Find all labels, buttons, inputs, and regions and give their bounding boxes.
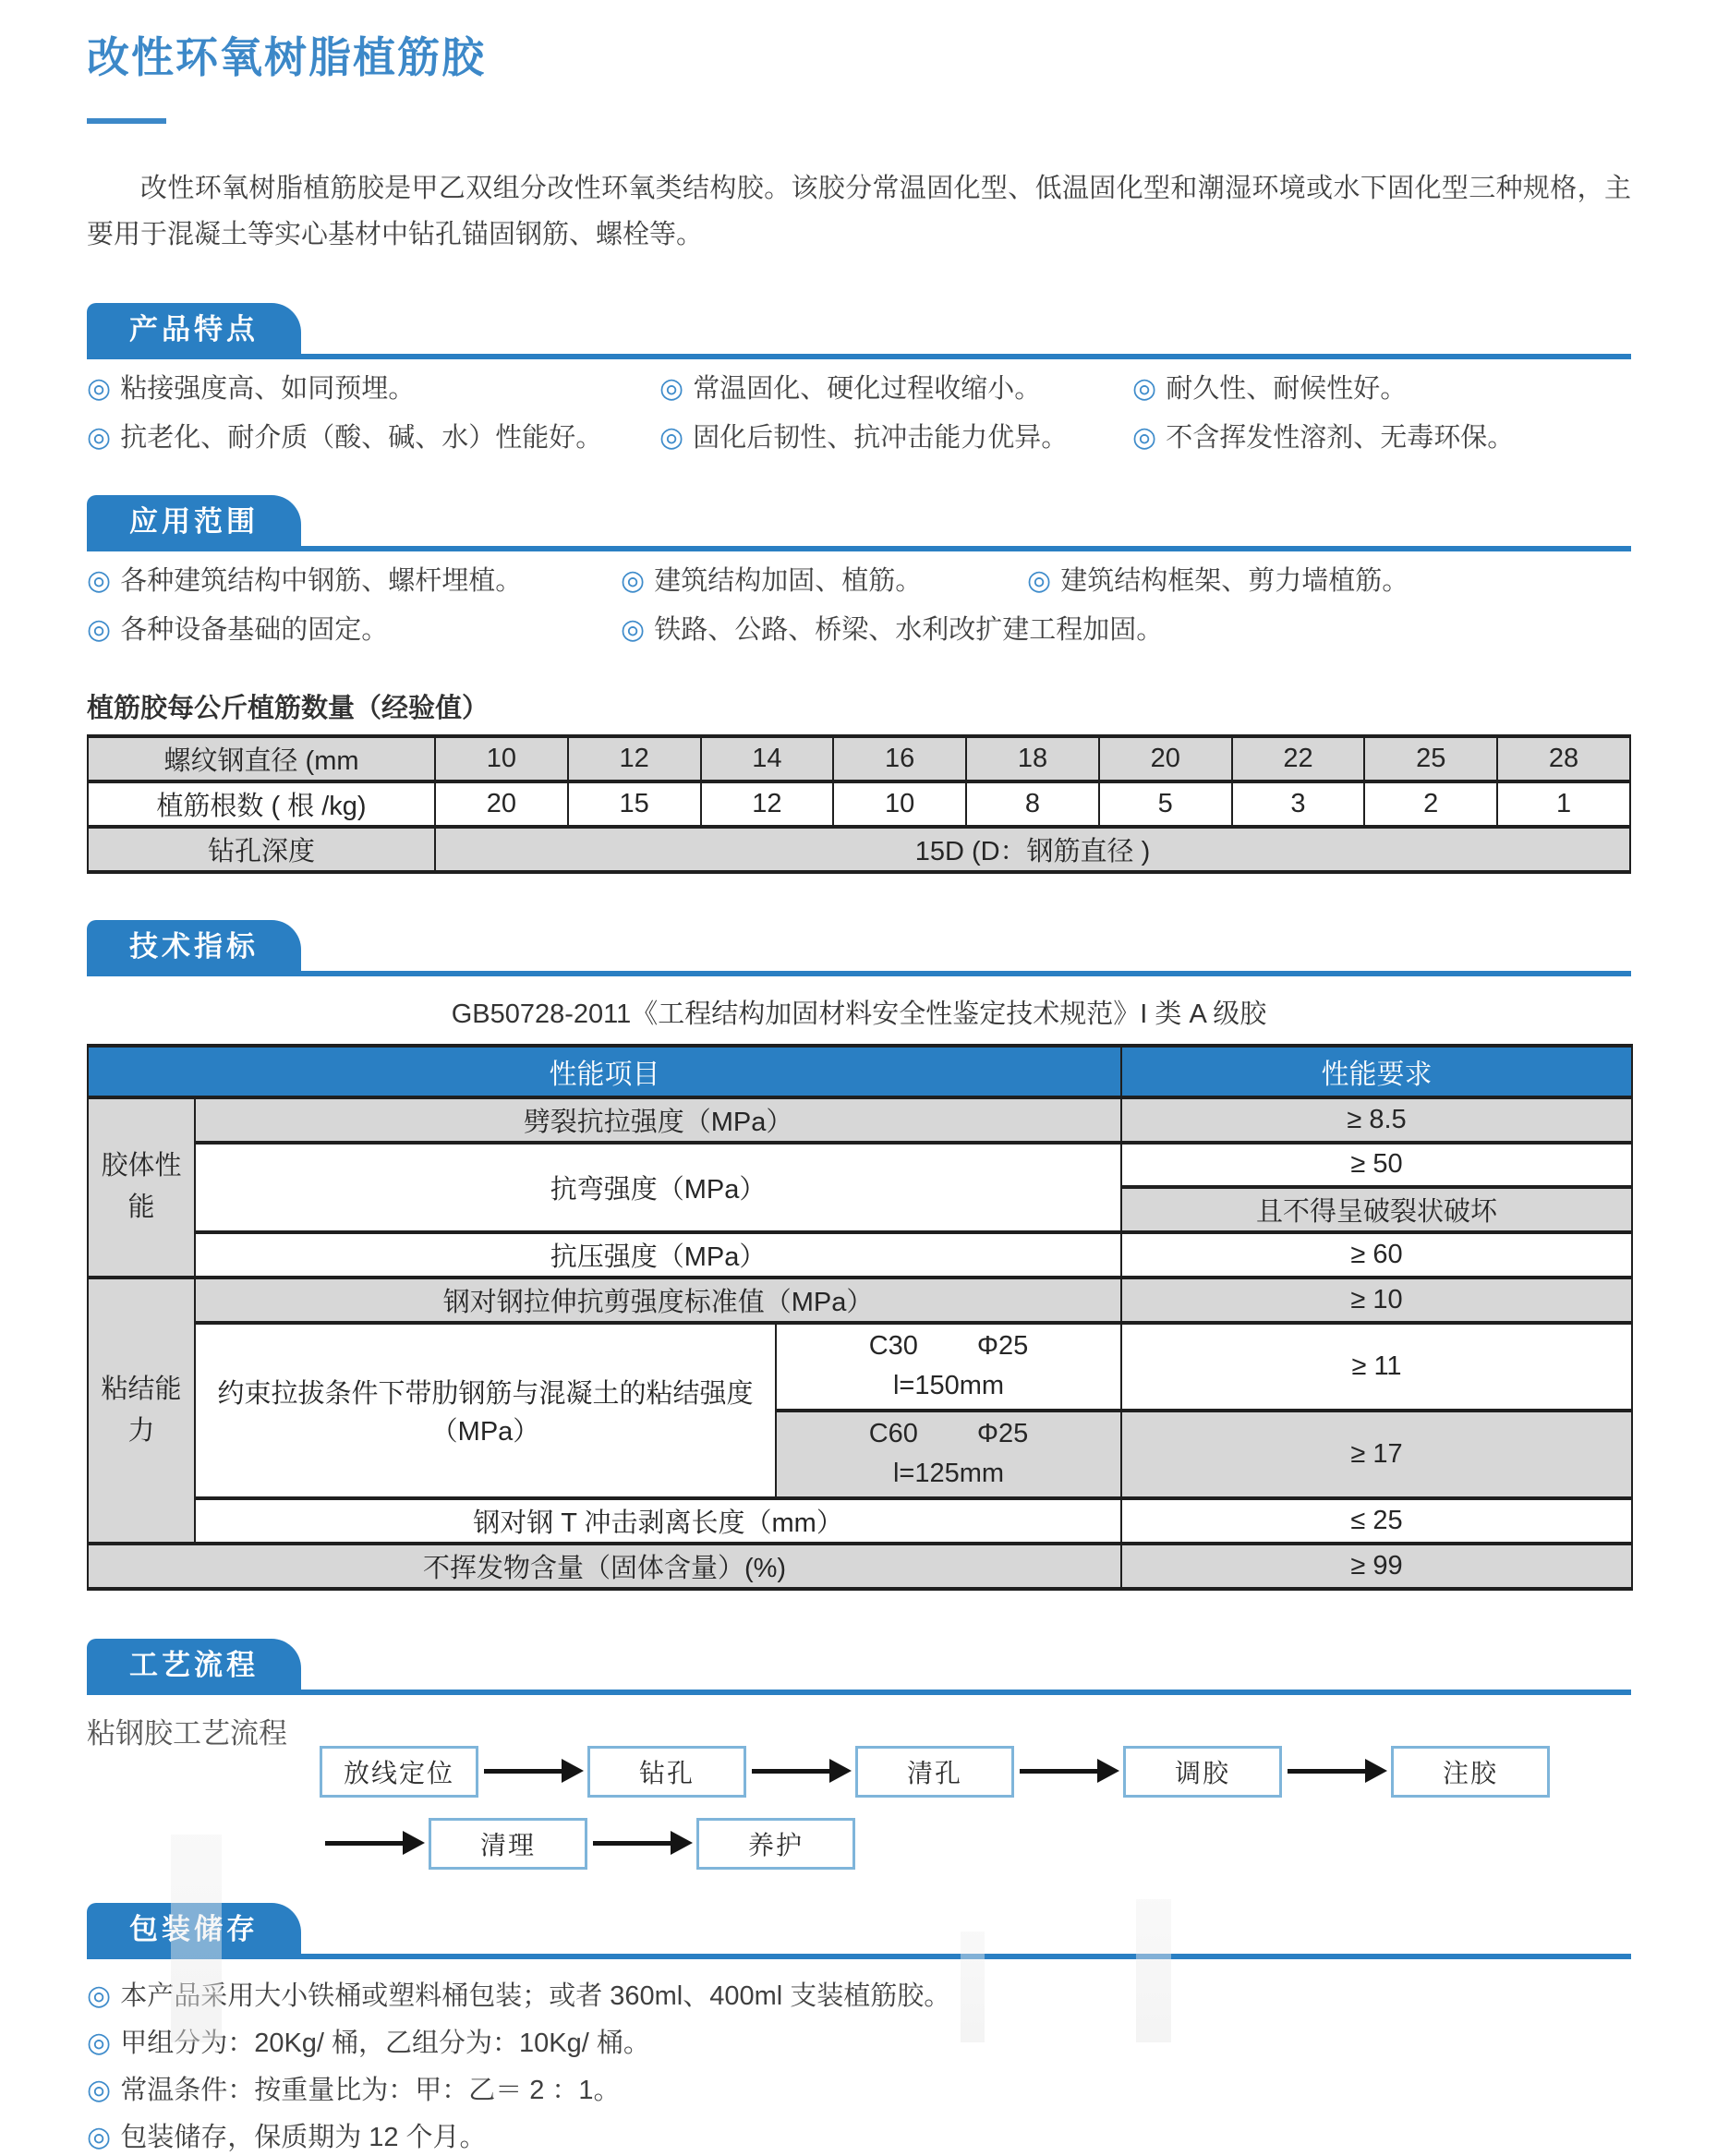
section-header-applications <box>87 493 1631 551</box>
tech-specs-table <box>87 1044 1633 1591</box>
requirement-cell: ≥ 10 <box>1121 1278 1632 1323</box>
column-header: 性能项目 <box>88 1046 1121 1097</box>
intro-paragraph: 改性环氧树脂植筋胶是甲乙双组分改性环氧类结构胶。该胶分常温固化型、低温固化型和潮湿环境或水下固化型三种规格，主要用于混凝土等实心基材中钻孔锚固钢筋、螺栓等。 <box>87 174 1631 249</box>
table-cell: 8 <box>966 781 1099 827</box>
concrete-grade: C60 <box>868 1418 918 1448</box>
rebar-table-title: 植筋胶每公斤植筋数量（经验值） <box>87 693 490 723</box>
rebar-diameter: Φ25 <box>976 1418 1029 1448</box>
bullet-icon: ◎ <box>87 613 112 645</box>
bullet-icon: ◎ <box>659 421 684 453</box>
arrow-right-icon <box>1288 1769 1367 1774</box>
list-item <box>87 2072 1631 2109</box>
list-item-text: 常温条件：按重量比为：甲：乙＝ 2 ：1。 <box>120 2075 621 2105</box>
list-item-text: 耐久性、耐候性好。 <box>1166 373 1408 404</box>
list-item-text: 甲组分为：20Kg/ 桶，乙组分为：10Kg/ 桶。 <box>120 2028 650 2058</box>
bullet-icon: ◎ <box>87 1980 112 2011</box>
list-item-text: 粘接强度高、如同预埋。 <box>120 373 416 404</box>
watermark-artifact <box>1136 1899 1171 2042</box>
requirement-cell: ≥ 11 <box>1121 1323 1632 1411</box>
table-row <box>88 1278 1632 1323</box>
group-label-cell: 胶体性能 <box>88 1097 195 1278</box>
list-item <box>87 370 659 407</box>
arrow-right-icon <box>484 1769 563 1774</box>
features-list <box>87 370 1631 456</box>
condition-content <box>782 1326 1115 1407</box>
rebar-diameter: Φ25 <box>976 1330 1029 1361</box>
property-cell: 劈裂抗拉强度（MPa） <box>195 1097 1121 1143</box>
table-cell: 12 <box>568 736 701 781</box>
table-cell: 20 <box>435 781 568 827</box>
section-header-tech <box>87 918 1631 976</box>
table-cell: 14 <box>701 736 834 781</box>
requirement-cell: ≥ 8.5 <box>1121 1097 1632 1143</box>
concrete-grade: C30 <box>868 1330 918 1361</box>
list-item <box>659 419 1132 456</box>
condition-content <box>782 1414 1115 1495</box>
bullet-icon: ◎ <box>1132 421 1157 453</box>
table-row <box>88 1232 1632 1278</box>
list-item <box>659 370 1132 407</box>
bullet-icon: ◎ <box>87 372 112 404</box>
condition-line <box>782 1414 1115 1455</box>
flow-step-box: 养护 <box>696 1818 855 1870</box>
flow-step-box: 清孔 <box>855 1746 1014 1798</box>
flow-step-box: 放线定位 <box>320 1746 478 1798</box>
list-item-text: 常温固化、硬化过程收缩小。 <box>693 373 1042 404</box>
flow-step-box: 钻孔 <box>587 1746 746 1798</box>
list-item-text: 建筑结构框架、剪力墙植筋。 <box>1060 565 1409 596</box>
bullet-icon: ◎ <box>87 2121 112 2152</box>
bullet-icon: ◎ <box>621 564 646 596</box>
list-item <box>87 563 621 600</box>
process-heading-badge: 工艺流程 <box>87 1639 301 1691</box>
condition-cell <box>776 1323 1121 1411</box>
requirement-cell: ≤ 25 <box>1121 1498 1632 1544</box>
list-item <box>621 612 1164 648</box>
bullet-icon: ◎ <box>1132 372 1157 404</box>
process-flowchart <box>87 1746 1631 1870</box>
list-item-text: 不含挥发性溶剂、无毒环保。 <box>1166 422 1515 453</box>
table-cell: 28 <box>1497 736 1630 781</box>
list-item-text: 抗老化、耐介质（酸、碱、水）性能好。 <box>120 422 603 453</box>
title-underline <box>87 118 166 124</box>
standard-note: GB50728-2011《工程结构加固材料安全性鉴定技术规范》I 类 A 级胶 <box>451 999 1267 1029</box>
bullet-icon: ◎ <box>87 564 112 596</box>
bullet-icon: ◎ <box>621 613 646 645</box>
list-item-text: 各种设备基础的固定。 <box>120 614 389 645</box>
list-item-text: 铁路、公路、桥梁、水利改扩建工程加固。 <box>654 614 1164 645</box>
applications-list <box>87 563 1631 648</box>
table-row <box>88 781 1630 827</box>
table-cell: 18 <box>966 736 1099 781</box>
list-item <box>1027 563 1631 600</box>
features-heading-badge: 产品特点 <box>87 303 301 356</box>
section-header-process <box>87 1637 1631 1695</box>
section-header-features <box>87 301 1631 359</box>
tech-heading-badge: 技术指标 <box>87 920 301 973</box>
section-header-packaging <box>87 1901 1631 1959</box>
bullet-icon: ◎ <box>659 372 684 404</box>
flow-row-2 <box>320 1818 1631 1870</box>
requirement-cell: ≥ 99 <box>1121 1544 1632 1589</box>
list-item-text: 建筑结构加固、植筋。 <box>654 565 923 596</box>
watermark-artifact <box>961 1932 985 2042</box>
list-item <box>1132 370 1631 407</box>
table-cell: 2 <box>1364 781 1497 827</box>
table-row <box>88 1143 1632 1187</box>
table-row <box>88 1323 1632 1411</box>
requirement-cell: ≥ 60 <box>1121 1232 1632 1278</box>
list-item <box>87 612 621 648</box>
list-item <box>87 419 659 456</box>
condition-line <box>782 1326 1115 1367</box>
flow-step-box: 清理 <box>429 1818 587 1870</box>
table-row <box>88 1097 1632 1143</box>
table-row <box>88 1544 1632 1589</box>
table-cell: 10 <box>435 736 568 781</box>
flow-step-box: 注胶 <box>1391 1746 1550 1798</box>
list-item <box>1132 419 1631 456</box>
applications-heading-badge: 应用范围 <box>87 495 301 548</box>
flow-row-1 <box>320 1746 1631 1798</box>
anchor-length: l=125mm <box>892 1459 1005 1489</box>
arrow-right-icon <box>593 1841 672 1846</box>
watermark-artifact <box>171 1835 222 2042</box>
group-label-cell: 粘结能力 <box>88 1278 195 1544</box>
table-cell: 5 <box>1099 781 1232 827</box>
arrow-right-icon <box>325 1841 405 1846</box>
list-item <box>87 1978 1631 2015</box>
table-row <box>88 827 1630 872</box>
table-cell: 1 <box>1497 781 1630 827</box>
property-cell: 抗压强度（MPa） <box>195 1232 1121 1278</box>
column-header: 性能要求 <box>1121 1046 1632 1097</box>
rebar-count-table <box>87 734 1631 874</box>
arrow-right-icon <box>1020 1769 1099 1774</box>
row-label-cell: 螺纹钢直径 (mm <box>88 736 435 781</box>
table-cell: 15 <box>568 781 701 827</box>
list-item-text: 包装储存，保质期为 12 个月。 <box>120 2122 487 2152</box>
requirement-cell: ≥ 17 <box>1121 1411 1632 1498</box>
list-item <box>87 2025 1631 2062</box>
table-cell: 10 <box>833 781 966 827</box>
table-row <box>88 736 1630 781</box>
property-cell: 抗弯强度（MPa） <box>195 1143 1121 1232</box>
row-label-cell: 植筋根数 ( 根 /kg) <box>88 781 435 827</box>
table-cell: 15D (D：钢筋直径 ) <box>435 827 1630 872</box>
anchor-length: l=150mm <box>892 1371 1005 1401</box>
table-row <box>88 1498 1632 1544</box>
table-cell: 25 <box>1364 736 1497 781</box>
table-cell: 3 <box>1232 781 1365 827</box>
bullet-icon: ◎ <box>87 2074 112 2105</box>
page-title: 改性环氧树脂植筋胶 <box>87 33 486 81</box>
requirement-cell: 且不得呈破裂状破坏 <box>1121 1187 1632 1232</box>
list-item-text: 固化后韧性、抗冲击能力优异。 <box>693 422 1069 453</box>
row-label-cell: 钻孔深度 <box>88 827 435 872</box>
bullet-icon: ◎ <box>87 421 112 453</box>
packaging-list <box>87 1978 1631 2156</box>
property-cell: 不挥发物含量（固体含量）(%) <box>88 1544 1121 1589</box>
table-cell: 20 <box>1099 736 1232 781</box>
flow-step-box: 调胶 <box>1123 1746 1282 1798</box>
table-header-row <box>88 1046 1632 1097</box>
packaging-heading-badge: 包装储存 <box>87 1903 301 1956</box>
property-cell: 钢对钢 T 冲击剥离长度（mm） <box>195 1498 1121 1544</box>
list-item-text: 本产品采用大小铁桶或塑料桶包装；或者 360ml、400ml 支装植筋胶。 <box>120 1980 951 2011</box>
list-item-text: 各种建筑结构中钢筋、螺杆埋植。 <box>120 565 523 596</box>
bullet-icon: ◎ <box>87 2027 112 2058</box>
table-cell: 16 <box>833 736 966 781</box>
property-cell: 钢对钢拉伸抗剪强度标准值（MPa） <box>195 1278 1121 1323</box>
list-item <box>87 2119 1631 2156</box>
flow-subtitle: 粘钢胶工艺流程 <box>87 1716 287 1750</box>
arrow-right-icon <box>752 1769 831 1774</box>
list-item <box>621 563 1027 600</box>
condition-cell <box>776 1411 1121 1498</box>
property-cell: 约束拉拔条件下带肋钢筋与混凝土的粘结强度（MPa） <box>195 1323 776 1498</box>
table-cell: 22 <box>1232 736 1365 781</box>
bullet-icon: ◎ <box>1027 564 1052 596</box>
table-cell: 12 <box>701 781 834 827</box>
requirement-cell: ≥ 50 <box>1121 1143 1632 1187</box>
